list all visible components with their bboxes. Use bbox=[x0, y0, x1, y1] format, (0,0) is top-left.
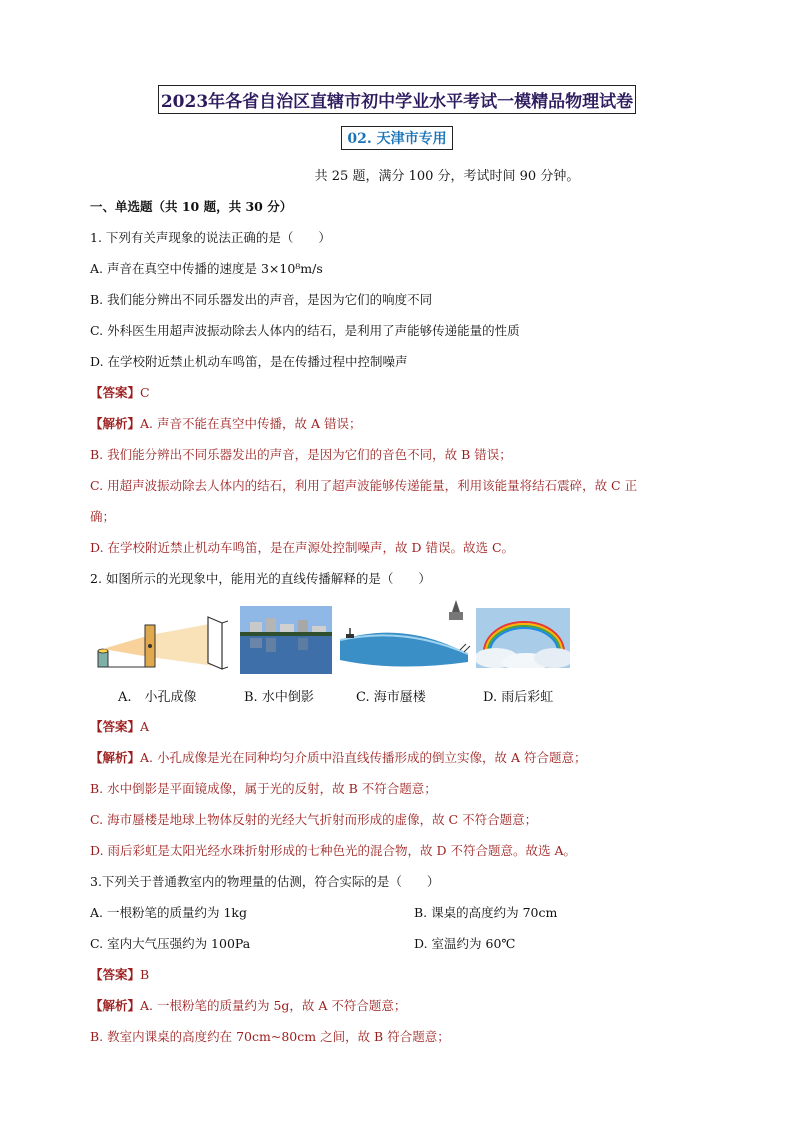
analysis-label: 【解析】 bbox=[90, 998, 141, 1013]
q3-analysis-2: B. 教室内课桌的高度约在 70cm~80cm 之间，故 B 符合题意； bbox=[90, 1029, 450, 1044]
q1-answer bbox=[90, 384, 150, 402]
analysis-label: 【解析】 bbox=[90, 750, 141, 765]
q1-analysis-3: C. 用超声波振动除去人体内的结石，利用了超声波能够传递能量，利用该能量将结石震碎，故 C 正 bbox=[90, 478, 638, 493]
q3-stem: 3.下列关于普通教室内的物理量的估测，符合实际的是（ ） bbox=[90, 874, 440, 889]
answer-label: 【答案】 bbox=[90, 967, 141, 982]
q2-analysis-4: D. 雨后彩虹是太阳光经水珠折射形成的七种色光的混合物，故 D 不符合题意。故选 A。 bbox=[90, 843, 576, 858]
caption-b: B. 水中倒影 bbox=[244, 690, 314, 705]
q3-option-c: C. 室内大气压强约为 100Pa bbox=[90, 936, 251, 951]
answer-value: C bbox=[140, 385, 150, 400]
q2-figures bbox=[90, 606, 580, 676]
q2-analysis-3: C. 海市蜃楼是地球上物体反射的光经大气折射而形成的虚像，故 C 不符合题意； bbox=[90, 812, 538, 827]
analysis-label: 【解析】 bbox=[90, 416, 141, 431]
q3-option-a: A. 一根粉笔的质量约为 1kg bbox=[90, 905, 247, 920]
answer-value: B bbox=[140, 967, 150, 982]
q1-option-d: D. 在学校附近禁止机动车鸣笛，是在传播过程中控制噪声 bbox=[90, 354, 408, 369]
q3-option-d: D. 室温约为 60℃ bbox=[414, 936, 516, 951]
exam-title: 2023年各省自治区直辖市初中学业水平考试一模精品物理试卷 bbox=[158, 85, 636, 114]
water-reflection-photo bbox=[240, 606, 332, 674]
rainbow-photo bbox=[476, 608, 570, 668]
q1-stem: 1. 下列有关声现象的说法正确的是（ ） bbox=[90, 230, 331, 245]
q1-option-c: C. 外科医生用超声波振动除去人体内的结石，是利用了声能够传递能量的性质 bbox=[90, 323, 520, 338]
exam-subtitle: 02. 天津市专用 bbox=[341, 126, 452, 150]
section-heading: 一、单选题（共 10 题，共 30 分） bbox=[90, 199, 293, 214]
caption-a: A. 小孔成像 bbox=[118, 690, 197, 705]
answer-label: 【答案】 bbox=[90, 385, 141, 400]
q2-analysis-2: B. 水中倒影是平面镜成像，属于光的反射，故 B 不符合题意； bbox=[90, 781, 437, 796]
q2-stem: 2. 如图所示的光现象中，能用光的直线传播解释的是（ ） bbox=[90, 571, 431, 586]
answer-value: A bbox=[140, 719, 150, 734]
q1-analysis-1: 【解析】A. 声音不能在真空中传播，故 A 错误； bbox=[90, 416, 362, 431]
q1-option-a: A. 声音在真空中传播的速度是 3×10⁸m/s bbox=[90, 261, 323, 276]
q1-analysis-2: B. 我们能分辨出不同乐器发出的声音，是因为它们的音色不同，故 B 错误； bbox=[90, 447, 512, 462]
q3-analysis-1: 【解析】A. 一根粉笔的质量约为 5g，故 A 不符合题意； bbox=[90, 998, 407, 1013]
mirage-figure bbox=[336, 600, 472, 676]
q2-answer bbox=[90, 718, 149, 736]
q3-option-b: B. 课桌的高度约为 70cm bbox=[414, 905, 558, 920]
q2-analysis-1: 【解析】A. 小孔成像是光在同种均匀介质中沿直线传播形成的倒立实像，故 A 符合题意； bbox=[90, 750, 587, 765]
q1-option-b: B. 我们能分辨出不同乐器发出的声音，是因为它们的响度不同 bbox=[90, 292, 433, 307]
q1-analysis-5: D. 在学校附近禁止机动车鸣笛，是在声源处控制噪声，故 D 错误。故选 C。 bbox=[90, 540, 515, 555]
caption-d: D. 雨后彩虹 bbox=[483, 690, 554, 705]
exam-info: 共 25 题，满分 100 分，考试时间 90 分钟。 bbox=[314, 169, 580, 184]
q3-answer bbox=[90, 966, 149, 984]
q1-analysis-4: 确； bbox=[90, 509, 116, 524]
caption-c: C. 海市蜃楼 bbox=[356, 690, 426, 705]
answer-label: 【答案】 bbox=[90, 719, 141, 734]
pinhole-imaging-figure bbox=[90, 611, 238, 673]
